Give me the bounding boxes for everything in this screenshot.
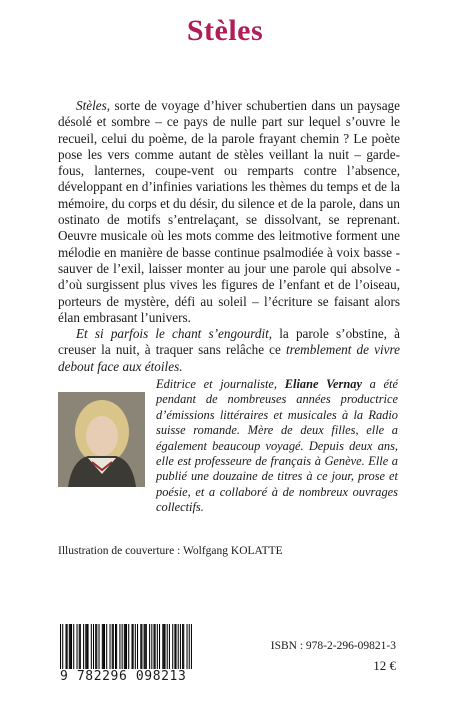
barcode-bar bbox=[146, 624, 147, 670]
barcode-bar bbox=[115, 624, 116, 670]
back-cover-blurb bbox=[58, 98, 400, 375]
barcode-bar bbox=[73, 624, 74, 670]
barcode-bar bbox=[162, 624, 163, 670]
blurb-italic-end: tremblement de vivre debout face aux étoiles. bbox=[58, 342, 400, 374]
blurb-italic-lead-2: Et si parfois le chant s’engourdit, bbox=[76, 326, 273, 342]
barcode-bar bbox=[113, 624, 114, 670]
barcode-bar bbox=[83, 624, 84, 670]
barcode-digits: 9 782296 098213 bbox=[60, 669, 210, 684]
barcode-bar bbox=[86, 624, 87, 670]
barcode-bar bbox=[135, 624, 136, 670]
barcode-bar bbox=[141, 624, 142, 670]
barcode-bar bbox=[71, 624, 72, 670]
barcode-bar bbox=[144, 624, 145, 670]
barcode-bar bbox=[154, 624, 155, 670]
barcode-bar bbox=[96, 624, 97, 670]
barcode-bar bbox=[88, 624, 89, 670]
blurb-text-2: la parole s’obstine, à creuser la nuit, à traquer sans relâche ce bbox=[58, 326, 400, 358]
barcode-bar bbox=[122, 624, 123, 670]
barcode-bar bbox=[151, 624, 152, 670]
barcode-bar bbox=[103, 624, 104, 670]
barcode-bar bbox=[145, 624, 146, 670]
barcode-bar bbox=[187, 624, 188, 670]
author-name: Eliane Vernay bbox=[284, 377, 362, 391]
barcode-bar bbox=[126, 624, 127, 670]
barcode-bar bbox=[157, 624, 158, 670]
barcode-bar bbox=[69, 624, 70, 670]
barcode-bar bbox=[99, 624, 100, 670]
isbn-number: ISBN : 978-2-296-09821-3 bbox=[270, 640, 396, 652]
cover-illustration-credit: Illustration de couverture : Wolfgang KOLATTE bbox=[58, 545, 283, 557]
barcode-bar bbox=[79, 624, 80, 670]
barcode-bar bbox=[140, 624, 141, 670]
bio-intro: Editrice et journaliste, bbox=[156, 377, 285, 391]
blurb-italic-lead: Stèles, bbox=[76, 98, 111, 113]
barcode-bar bbox=[163, 624, 164, 670]
barcode-bar bbox=[172, 624, 173, 670]
barcode-bar bbox=[116, 624, 117, 670]
blurb-paragraph-2 bbox=[58, 326, 400, 375]
barcode-bar bbox=[169, 624, 170, 670]
barcode-bar bbox=[133, 624, 134, 670]
barcode-bar bbox=[183, 624, 184, 670]
barcode-bar bbox=[91, 624, 92, 670]
barcode-bar bbox=[95, 624, 96, 670]
author-bio bbox=[156, 377, 398, 516]
barcode-bar bbox=[132, 624, 133, 670]
barcode-bar bbox=[159, 624, 160, 670]
author-photo bbox=[58, 392, 145, 487]
barcode-bar bbox=[119, 624, 120, 670]
barcode-bar bbox=[174, 624, 175, 670]
barcode-bar bbox=[176, 624, 177, 670]
bio-text: a été pendant de nombreuses années productrice d’émissions littéraires et musicales à la Radio suisse romande. Mère de deux filles, elle a également beaucoup voyagé. Depuis deux ans, elle est professeure de français à Genève. Elle a publié une douzaine de titres à ce jour, prose et poésie, et a collaboré à de nombreux ouvrages collectifs. bbox=[156, 377, 398, 515]
barcode-bar bbox=[102, 624, 103, 670]
barcode-bar bbox=[167, 624, 168, 670]
barcode-bar bbox=[77, 624, 78, 670]
barcode-bar bbox=[178, 624, 179, 670]
barcode-bar bbox=[110, 624, 111, 670]
barcode-bar bbox=[125, 624, 126, 670]
barcode-bar bbox=[155, 624, 156, 670]
barcode-bar bbox=[93, 624, 94, 670]
barcode-bar bbox=[106, 624, 107, 670]
blurb-paragraph-1 bbox=[58, 98, 400, 326]
barcode-bar bbox=[70, 624, 71, 670]
barcode-bar bbox=[182, 624, 183, 670]
barcode-bar bbox=[180, 624, 181, 670]
barcode-bar bbox=[66, 624, 67, 670]
barcode-bar bbox=[149, 624, 150, 670]
barcode-bar bbox=[104, 624, 105, 670]
barcode-bar bbox=[67, 624, 68, 670]
barcode-bar bbox=[137, 624, 138, 670]
barcode-bar bbox=[80, 624, 81, 670]
price: 12 € bbox=[373, 658, 396, 673]
barcode-bar bbox=[85, 624, 86, 670]
book-title: Stèles bbox=[186, 14, 264, 47]
author-portrait-image bbox=[58, 392, 145, 487]
barcode-bar bbox=[112, 624, 113, 670]
barcode-bar bbox=[124, 624, 125, 670]
barcode-bar bbox=[165, 624, 166, 670]
blurb-text-1: sorte de voyage d’hiver schubertien dans un paysage désolé et sombre – ce pays de nulle part sur lequel s’ouvre le recueil, celui du poème, de la parole frayant chemin ? Le poète pose les vers comme autant de stèles veillant la nuit – garde-fous, lanternes, coupe-vent ou remparts contre l’absence, développant en d’infinies variations les thèmes du temps et de la mémoire, du corps et du désir, du silence et de la parole, dans un ostinato de motifs s’entrelaçant, se dissolvant, se reprenant. Oeuvre musicale où les mots comme des leitmotive forment une mélodie en manière de basse continue psalmodiée à voix basse - sauver de l’exil, laisser monter au jour une parole qui absolve - d’où surgissent plus vives les figures de l’enfant et de l’oiseau, porteurs de mystère, défi au soleil – l’écriture se faisant alors élan embrasant l’univers. bbox=[58, 98, 400, 325]
